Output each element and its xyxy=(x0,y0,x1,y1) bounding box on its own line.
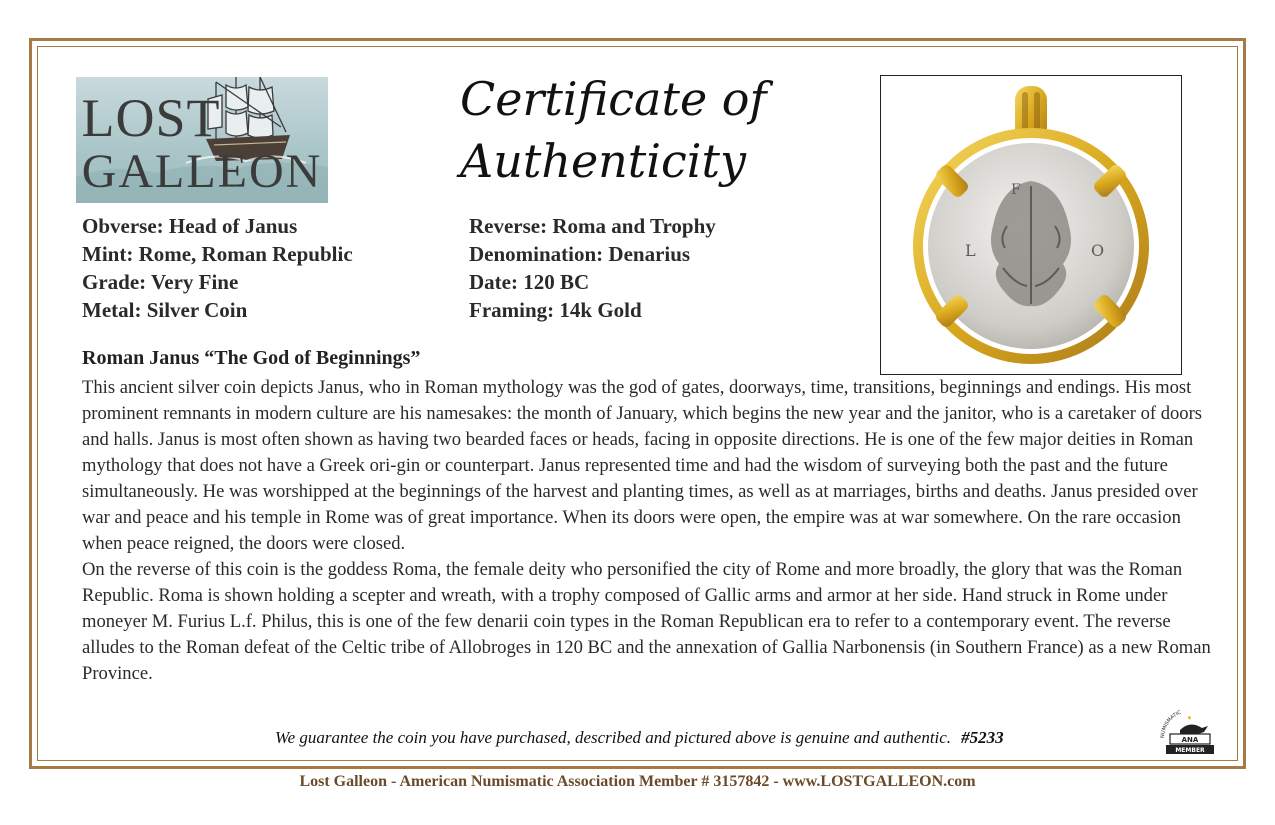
spec-mint: Mint: Rome, Roman Republic xyxy=(82,242,353,266)
svg-text:F: F xyxy=(1011,182,1021,198)
spec-metal: Metal: Silver Coin xyxy=(82,298,248,322)
coin-image-frame xyxy=(880,75,1182,375)
spec-framing: Framing: 14k Gold xyxy=(469,298,642,322)
svg-text:O: O xyxy=(1091,241,1105,260)
spec-denomination: Denomination: Denarius xyxy=(469,242,691,266)
title-line-1: Certificate of xyxy=(460,72,767,126)
certificate-number: #5233 xyxy=(961,728,1004,747)
guarantee-text: We guarantee the coin you have purchased, described and pictured above is genuine and authentic. xyxy=(275,728,952,747)
description-body xyxy=(82,375,1212,687)
janus-coin-pendant-icon xyxy=(881,76,1181,374)
ana-member-badge xyxy=(1158,708,1222,756)
ana-member-text: MEMBER xyxy=(1175,747,1205,754)
ana-arc-text: NUMISMATIC xyxy=(1159,709,1183,739)
logo-text-lost: LOST xyxy=(81,88,221,148)
footer-text: Lost Galleon - American Numismatic Association Member # 3157842 - www.LOSTGALLEON.com xyxy=(299,773,976,790)
certificate-title xyxy=(460,68,780,192)
logo-text-galleon: GALLEON xyxy=(81,145,323,198)
spec-grade: Grade: Very Fine xyxy=(82,270,239,294)
guarantee-statement xyxy=(275,728,1004,748)
svg-text:L: L xyxy=(965,241,976,260)
ana-label: ANA xyxy=(1181,736,1199,744)
section-heading: Roman Janus “The God of Beginnings” xyxy=(82,347,421,369)
specs-left xyxy=(82,212,353,324)
title-line-2: Authenticity xyxy=(460,134,746,188)
specs-right xyxy=(469,212,716,324)
lost-galleon-logo xyxy=(76,77,328,203)
spec-date: Date: 120 BC xyxy=(469,270,590,294)
ana-lamp-icon xyxy=(1158,708,1222,756)
spec-reverse: Reverse: Roma and Trophy xyxy=(469,214,716,238)
description-paragraph-1: This ancient silver coin depicts Janus, who in Roman mythology was the god of gates, doorways, time, transitions, beginnings and endings. His most prominent remnants in modern culture are his namesakes: the month of January, which begins the new year and the janitor, who is a caretaker of doors and halls. Janus is most often shown as having two bearded faces or heads, facing in opposite directions. He is one of the few major deities in Roman mythology that does not have a Greek ori-gin or counterpart. Janus represented time and had the wisdom of surveying both the past and the future simultaneously. He was worshipped at the beginnings of the harvest and planting times, as well as at marriages, births and deaths. Janus presided over war and peace and his temple in Rome was of great importance. When its doors were open, the empire was at war somewhere. On the rare occasion when peace reigned, the doors were closed. xyxy=(82,377,1203,554)
spec-obverse: Obverse: Head of Janus xyxy=(82,214,298,238)
description-paragraph-2: On the reverse of this coin is the goddess Roma, the female deity who personified the city of Rome and more broadly, the glory that was the Roman Republic. Roma is shown holding a scepter and wreath, with a trophy composed of Gallic arms and armor at her side. Hand struck in Rome under moneyer M. Furius L.f. Philus, this is one of the few denarii coin types in the Roman Republican era to refer to a contemporary event. The reverse alludes to the Roman defeat of the Celtic tribe of Allobroges in 120 BC and the annexation of Gallia Narbonensis (in Southern France) as a new Roman Province. xyxy=(82,559,1211,684)
